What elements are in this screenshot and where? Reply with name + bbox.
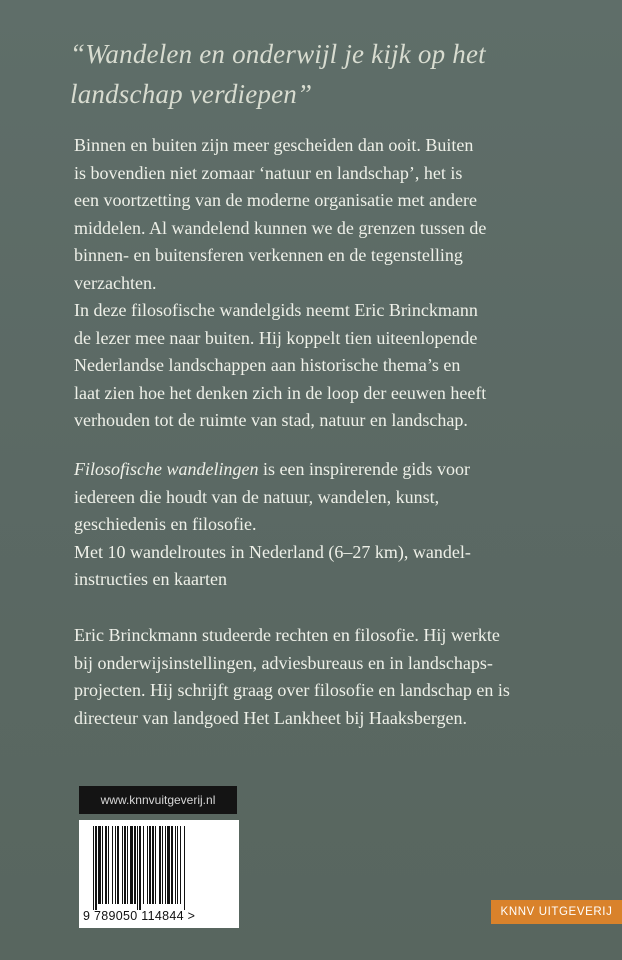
text-line: directeur van landgoed Het Lankheet bij Haaksbergen. [74,707,468,728]
cover-quote [70,34,570,114]
text-line: iedereen die houdt van de natuur, wandelen, kunst, [74,486,440,507]
publisher-website: www.knnvuitgeverij.nl [79,786,237,814]
text-line: In deze filosofische wandelgids neemt Eric Brinckmann [74,300,478,320]
isbn-barcode [79,820,239,928]
book-title-italic: Filosofische wandelingen [74,459,259,479]
recommendation-paragraph [74,456,574,594]
text-line: binnen- en buitensferen verkennen en de tegenstelling [74,245,463,265]
text-line: Binnen en buiten zijn meer gescheiden dan ooit. Buiten [74,135,474,155]
text-line: middelen. Al wandelend kunnen we de grenzen tussen de [74,217,487,238]
quote-line: landschap verdiepen” [70,79,313,109]
text-line: is bovendien niet zomaar ‘natuur en landschap’, het is [74,162,463,183]
text-line: laat zien hoe het denken zich in de loop der eeuwen heeft [74,382,487,403]
text-line: bij onderwijsinstellingen, adviesbureaus en in landschaps- [74,652,493,673]
text-line: verzachten. [74,272,157,293]
text-line: geschiedenis en filosofie. [74,514,257,534]
text-line: Eric Brinckmann studeerde rechten en filosofie. Hij werkte [74,625,500,645]
publisher-logo: KNNV UITGEVERIJ [491,900,622,924]
text-line: Nederlandse landschappen aan historische thema’s en [74,355,461,375]
text-line: projecten. Hij schrijft graag over filosofie en landschap en is [74,680,510,700]
isbn-digits: 9 789050 114844 > [83,909,196,923]
description-paragraph [74,132,574,435]
text-line: de lezer mee naar buiten. Hij koppelt tien uiteenlopende [74,327,478,348]
text-line: een voortzetting van de moderne organisatie met andere [74,190,478,210]
text-line: instructies en kaarten [74,569,227,589]
text-fragment: is een inspirerende gids voor [258,459,470,479]
text-line [74,456,574,484]
quote-line: “Wandelen en onderwijl je kijk op het [70,39,486,69]
text-line: Met 10 wandelroutes in Nederland (6–27 km), wandel- [74,541,471,562]
author-bio-paragraph [74,622,574,732]
text-line: verhouden tot de ruimte van stad, natuur en landschap. [74,410,468,430]
